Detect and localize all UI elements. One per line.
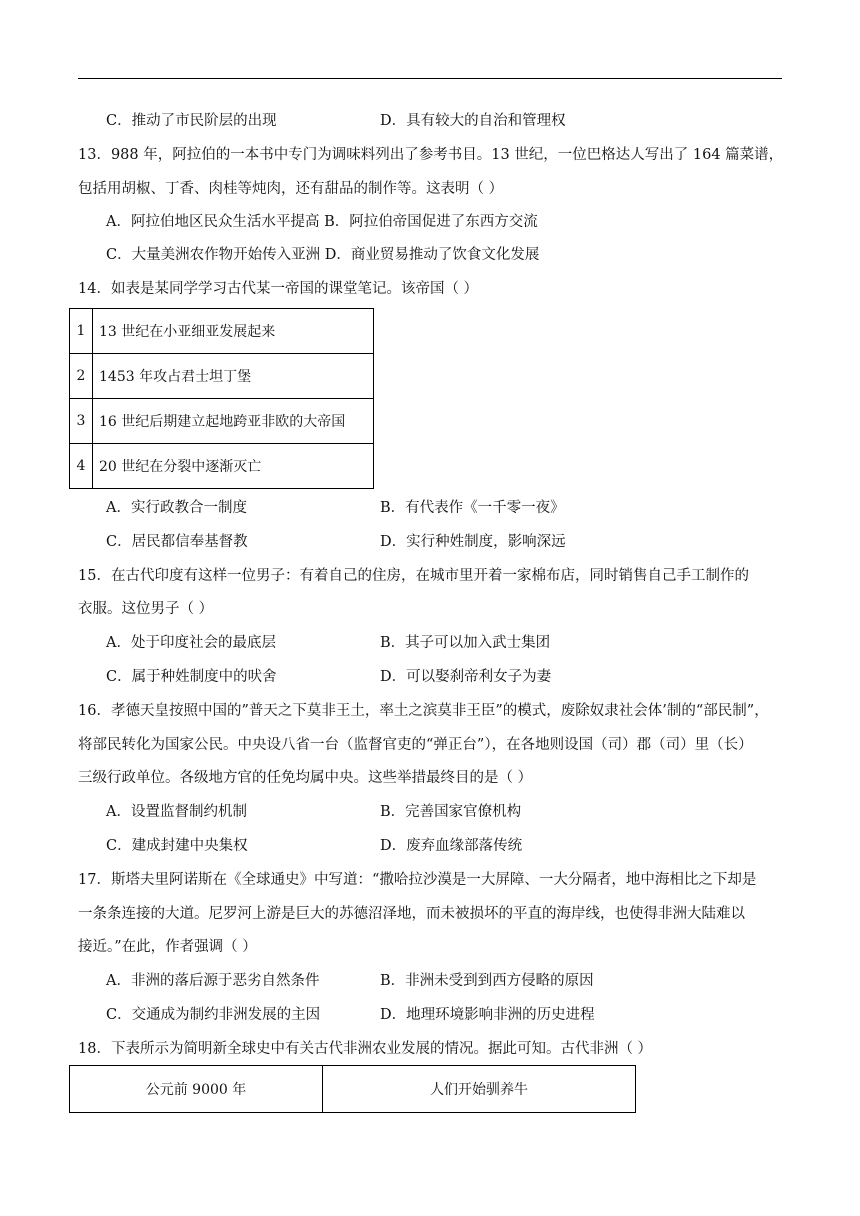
q16-stem-line3: 三级行政单位。各级地方官的任免均属中央。这些举措最终目的是（ ） (78, 770, 533, 786)
q18-table (69, 1065, 636, 1113)
q14-option-d: D．实行种姓制度，影响深远 (380, 534, 566, 550)
q16-stem-line1: 16．孝德天皇按照中国的”普天之下莫非王土，率土之滨莫非王臣”的模式，废除奴隶社会体’制的“部民制”， (78, 703, 769, 719)
q13-stem-line2: 包括用胡椒、丁香、肉桂等炖肉，还有甜品的制作等。这表明（ ） (78, 181, 504, 197)
q15-stem-line2: 衣服。这位男子（ ） (78, 601, 214, 617)
q15-stem-line1: 15．在古代印度有这样一位男子：有着自己的住房，在城市里开着一家棉布店，同时销售自己手工制作的 (78, 568, 749, 584)
table-cell-num: 1 (70, 309, 93, 354)
q17-option-a: A．非洲的落后源于恶劣自然条件 (106, 973, 320, 989)
q13-stem-line1: 13．988 年，阿拉伯的一本书中专门为调味料列出了参考书目。13 世纪，一位巴格达人写出了 164 篇菜谱， (78, 147, 784, 163)
q12-option-c: C．推动了市民阶层的出现 (106, 113, 277, 129)
table-row (70, 354, 374, 399)
header-rule (78, 78, 782, 79)
q16-option-d: D．废弃血缘部落传统 (380, 838, 523, 854)
q17-option-b: B．非洲未受到到西方侵略的原因 (380, 973, 594, 989)
q15-option-d: D．可以娶刹帝利女子为妻 (380, 669, 552, 685)
table-row (70, 309, 374, 354)
table-cell-time: 公元前 9000 年 (70, 1066, 323, 1113)
table-cell-event: 人们开始驯养牛 (323, 1066, 636, 1113)
table-cell-num: 2 (70, 354, 93, 399)
table-row (70, 444, 374, 489)
q13-options-cd: C．大量美洲农作物开始传入亚洲 D．商业贸易推动了饮食文化发展 (106, 247, 540, 263)
table-cell-text: 13 世纪在小亚细亚发展起来 (93, 309, 374, 354)
table-row (70, 1066, 636, 1113)
q14-option-b: B．有代表作《一千零一夜》 (380, 500, 565, 516)
q14-option-c: C．居民都信奉基督教 (106, 534, 248, 550)
q16-option-a: A．设置监督制约机制 (106, 804, 247, 820)
table-cell-text: 16 世纪后期建立起地跨亚非欧的大帝国 (93, 399, 374, 444)
q15-option-c: C．属于种姓制度中的吠舍 (106, 669, 277, 685)
table-cell-text: 20 世纪在分裂中逐渐灭亡 (93, 444, 374, 489)
q15-option-a: A．处于印度社会的最底层 (106, 635, 276, 651)
q13-options-ab: A．阿拉伯地区民众生活水平提高 B．阿拉伯帝国促进了东西方交流 (106, 214, 538, 230)
q17-option-d: D．地理环境影响非洲的历史进程 (380, 1007, 595, 1023)
table-row (70, 399, 374, 444)
q17-option-c: C．交通成为制约非洲发展的主因 (106, 1007, 321, 1023)
q14-table (69, 308, 374, 489)
q17-stem-line1: 17．斯塔夫里阿诺斯在《全球通史》中写道：“撒哈拉沙漠是一大屏障、一大分隔者，地中海相比之下却是 (78, 872, 757, 888)
q16-option-c: C．建成封建中央集权 (106, 838, 248, 854)
table-cell-num: 3 (70, 399, 93, 444)
q16-stem-line2: 将部民转化为国家公民。中央设八省一台（监督官吏的“弹正台”），在各地则设国（司）郡（司）里（长） (78, 737, 753, 753)
q14-stem: 14．如表是某同学学习古代某一帝国的课堂笔记。该帝国（ ） (78, 281, 479, 297)
q17-stem-line2: 一条条连接的大道。尼罗河上游是巨大的苏德沼泽地，而未被损坏的平直的海岸线，也使得非洲大陆难以 (78, 906, 745, 922)
q18-stem: 18．下表所示为简明新全球史中有关古代非洲农业发展的情况。据此可知。古代非洲（ ） (78, 1041, 653, 1057)
table-cell-text: 1453 年攻占君士坦丁堡 (93, 354, 374, 399)
q14-option-a: A．实行政教合一制度 (106, 500, 247, 516)
q16-option-b: B．完善国家官僚机构 (380, 804, 522, 820)
q15-option-b: B．其子可以加入武士集团 (380, 635, 551, 651)
q17-stem-line3: 接近。”在此，作者强调（ ） (78, 939, 257, 955)
q12-option-d: D．具有较大的自治和管理权 (380, 113, 566, 129)
table-cell-num: 4 (70, 444, 93, 489)
